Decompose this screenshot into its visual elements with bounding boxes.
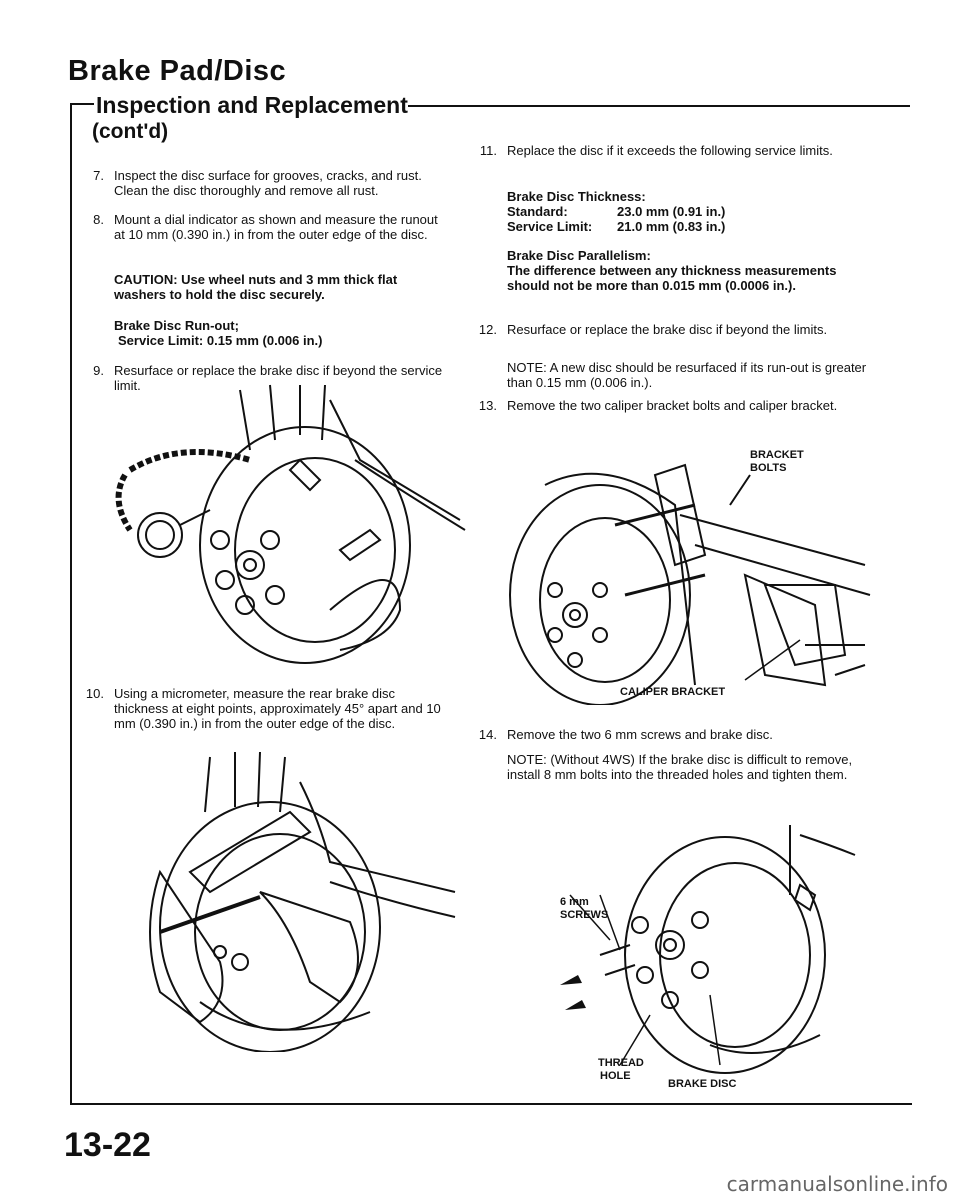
spec-value: 23.0 mm (0.91 in.) [617,204,726,219]
note-14: NOTE: (Without 4WS) If the brake disc is difficult to remove, install 8 mm bolts into the threaded holes and tighten them. [507,752,853,782]
step-number: 7. [93,168,104,183]
caliper-bracket-label: CALIPER BRACKET [620,686,726,698]
watermark: carmanualsonline.info [726,1172,948,1196]
hole-label: HOLE [600,1070,631,1082]
section-rule [408,105,910,107]
thickness-limit-row [507,219,877,234]
spec-label: Service Limit: [507,219,593,234]
step-text: Remove the two caliper bracket bolts and caliper bracket. [507,398,838,413]
caliper-bracket-figure [505,445,875,705]
step-number: 12. [478,322,497,337]
dial-indicator-figure [100,380,470,670]
step-text: Using a micrometer, measure the rear brake disc thickness at eight points, approximately 45° apart and 10 mm (0.390 in.) in from the outer edge of the disc. [114,686,441,731]
note-12: NOTE: A new disc should be resurfaced if its run-out is greater than 0.15 mm (0.006 in.). [507,360,867,390]
brake-disc-removal-figure [560,815,860,1075]
bottom-frame-rule [70,1103,912,1105]
step-number: 9. [93,363,104,378]
thickness-title: Brake Disc Thickness: [507,189,646,204]
step-number: 11. [479,143,497,158]
step-number: 10. [85,686,104,701]
thread-label: THREAD [598,1057,644,1069]
six-mm-label: 6 mm [560,896,589,908]
step-text: Remove the two 6 mm screws and brake disc. [507,727,773,742]
parallelism-text: The difference between any thickness measurements should not be more than 0.015 mm (0.0006 in.). [507,263,837,293]
spec-label: Standard: [507,204,568,219]
step-text: Inspect the disc surface for grooves, cracks, and rust. Clean the disc thoroughly and remove all rust. [114,168,422,198]
screws-label: SCREWS [560,909,609,921]
section-rule-left-tick [70,103,94,105]
step-number: 8. [93,212,104,227]
caution-text: CAUTION: Use wheel nuts and 3 mm thick flat washers to hold the disc securely. [114,272,398,302]
thickness-spec [507,189,877,234]
section-heading: Inspection and Replacement [96,92,408,118]
parallelism-title: Brake Disc Parallelism: [507,248,651,263]
runout-value: Service Limit: 0.15 mm (0.006 in.) [118,333,323,348]
step-text: Resurface or replace the brake disc if beyond the service limit. [114,363,443,393]
step-text: Replace the disc if it exceeds the following service limits. [507,143,833,158]
brake-disc-label: BRAKE DISC [668,1078,737,1090]
runout-title: Brake Disc Run-out; [114,318,239,333]
step-number: 14. [478,727,497,742]
spec-value: 21.0 mm (0.83 in.) [617,219,726,234]
left-frame-rule [70,103,72,1105]
step-text: Mount a dial indicator as shown and measure the runout at 10 mm (0.390 in.) in from the outer edge of the disc. [114,212,438,242]
page-title: Brake Pad/Disc [68,55,287,87]
page-number: 13-22 [64,1126,151,1164]
thickness-standard-row [507,204,877,219]
step-text: Resurface or replace the brake disc if beyond the limits. [507,322,828,337]
section-contd: (cont'd) [92,120,169,143]
bracket-bolts-label: BRACKET BOLTS [750,449,804,474]
step-number: 13. [478,398,497,413]
micrometer-figure [140,752,460,1052]
